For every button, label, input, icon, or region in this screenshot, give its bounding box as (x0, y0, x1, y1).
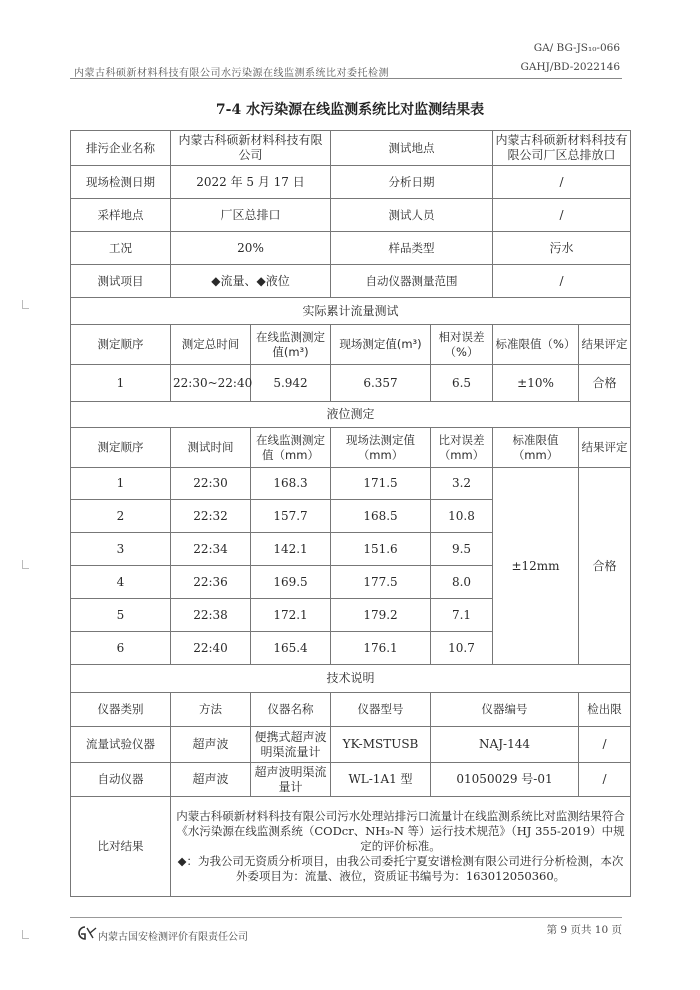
level-data-row (71, 468, 631, 500)
level-cell: 22:30 (171, 468, 251, 500)
level-header-cell: 测试时间 (171, 428, 251, 468)
flow-header-cell: 测定总时间 (171, 325, 251, 365)
page-number: 第 9 页共 10 页 (546, 924, 622, 936)
level-cell: 169.5 (251, 566, 331, 599)
tech-cell: WL-1A1 型 (331, 763, 431, 797)
flow-cell: 合格 (579, 365, 631, 402)
tech-cell: 流量试验仪器 (71, 727, 171, 763)
flow-header-cell: 标准限值（%） (493, 325, 579, 365)
level-cell: 7.1 (431, 599, 493, 632)
tech-cell: 超声波 (171, 727, 251, 763)
flow-header-cell: 相对误差（%） (431, 325, 493, 365)
condition-label: 工况 (71, 232, 171, 265)
level-cell: 22:36 (171, 566, 251, 599)
tech-section-row (71, 665, 631, 693)
sample-type-label: 样品类型 (331, 232, 493, 265)
tech-cell: 便携式超声波明渠流量计 (251, 727, 331, 763)
range-value: / (493, 265, 631, 298)
level-result-cell: 合格 (579, 468, 631, 665)
tech-cell: 超声波 (171, 763, 251, 797)
site-value: 厂区总排口 (171, 199, 331, 232)
tech-data-row (71, 763, 631, 797)
tech-header-cell: 仪器类别 (71, 693, 171, 727)
level-header-cell: 结果评定 (579, 428, 631, 468)
level-cell: 22:34 (171, 533, 251, 566)
tech-header-cell: 仪器型号 (331, 693, 431, 727)
level-cell: 6 (71, 632, 171, 665)
flow-cell: 5.942 (251, 365, 331, 402)
level-section-title: 液位测定 (71, 402, 631, 428)
report-title: 7-4 水污染源在线监测系统比对监测结果表 (215, 102, 485, 118)
analysis-date-label: 分析日期 (331, 166, 493, 199)
level-cell: 168.5 (331, 500, 431, 533)
level-cell: 8.0 (431, 566, 493, 599)
company-label: 排污企业名称 (71, 131, 171, 166)
tech-cell: 超声波明渠流量计 (251, 763, 331, 797)
range-label: 自动仪器测量范围 (331, 265, 493, 298)
flow-cell: ±10% (493, 365, 579, 402)
level-cell: 179.2 (331, 599, 431, 632)
level-cell: 172.1 (251, 599, 331, 632)
level-cell: 1 (71, 468, 171, 500)
tech-cell: 自动仪器 (71, 763, 171, 797)
tech-cell: YK-MSTUSB (331, 727, 431, 763)
sample-type-value: 污水 (493, 232, 631, 265)
conclusion-label: 比对结果 (71, 797, 171, 897)
level-cell: 151.6 (331, 533, 431, 566)
info-row-date (71, 166, 631, 199)
level-header-cell: 现场法测定值（mm） (331, 428, 431, 468)
level-cell: 142.1 (251, 533, 331, 566)
flow-data-row (71, 365, 631, 402)
level-cell: 10.7 (431, 632, 493, 665)
level-cell: 22:38 (171, 599, 251, 632)
tech-cell: / (579, 763, 631, 797)
level-header-cell: 在线监测测定值（mm） (251, 428, 331, 468)
flow-header-row (71, 325, 631, 365)
tech-cell: / (579, 727, 631, 763)
info-row-items (71, 265, 631, 298)
level-cell: 165.4 (251, 632, 331, 665)
level-limit-cell: ±12mm (493, 468, 579, 665)
tech-section-title: 技术说明 (71, 665, 631, 693)
binder-mark (22, 560, 29, 569)
condition-value: 20% (171, 232, 331, 265)
test-items-label: 测试项目 (71, 265, 171, 298)
binder-mark (22, 300, 29, 309)
level-section-row (71, 402, 631, 428)
tech-data-row (71, 727, 631, 763)
tester-label: 测试人员 (331, 199, 493, 232)
level-cell: 177.5 (331, 566, 431, 599)
level-cell: 4 (71, 566, 171, 599)
date-label: 现场检测日期 (71, 166, 171, 199)
analysis-date-value: / (493, 166, 631, 199)
doc-code-1: GA/ BG-JS₁₀-066 (533, 42, 620, 54)
doc-code-2: GAHJ/BD-2022146 (520, 61, 620, 73)
location-label: 测试地点 (331, 131, 493, 166)
info-row-company (71, 131, 631, 166)
tech-header-row (71, 693, 631, 727)
flow-cell: 6.5 (431, 365, 493, 402)
level-header-cell: 标准限值（mm） (493, 428, 579, 468)
binder-mark (22, 930, 29, 939)
tech-header-cell: 仪器编号 (431, 693, 579, 727)
flow-section-row (71, 298, 631, 325)
level-cell: 10.8 (431, 500, 493, 533)
flow-cell: 6.357 (331, 365, 431, 402)
level-cell: 157.7 (251, 500, 331, 533)
level-cell: 3.2 (431, 468, 493, 500)
tech-cell: NAJ-144 (431, 727, 579, 763)
location-value: 内蒙古科硕新材料科技有限公司厂区总排放口 (493, 131, 631, 166)
tech-cell: 01050029 号-01 (431, 763, 579, 797)
flow-header-cell: 现场测定值(m³) (331, 325, 431, 365)
results-table (70, 130, 631, 897)
tech-header-cell: 方法 (171, 693, 251, 727)
conclusion-row (71, 797, 631, 897)
flow-cell: 22:30~22:40 (171, 365, 251, 402)
header-title: 内蒙古科硕新材料科技有限公司水污染源在线监测系统比对委托检测 (74, 68, 389, 79)
site-label: 采样地点 (71, 199, 171, 232)
level-header-row (71, 428, 631, 468)
level-cell: 3 (71, 533, 171, 566)
date-value: 2022 年 5 月 17 日 (171, 166, 331, 199)
flow-cell: 1 (71, 365, 171, 402)
level-header-cell: 测定顺序 (71, 428, 171, 468)
level-cell: 176.1 (331, 632, 431, 665)
conclusion-text: 内蒙古科硕新材料科技有限公司污水处理站排污口流量计在线监测系统比对监测结果符合《水污染源在线监测系统（CODcr、NH₃-N 等）运行技术规范》（HJ 355-2019）中规定的评价标准。 (176, 809, 625, 853)
company-logo-icon (72, 925, 98, 941)
company-value: 内蒙古科硕新材料科技有限公司 (171, 131, 331, 166)
tester-value: / (493, 199, 631, 232)
info-row-condition (71, 232, 631, 265)
level-cell: 171.5 (331, 468, 431, 500)
level-cell: 22:40 (171, 632, 251, 665)
test-items-value: ◆流量、◆液位 (171, 265, 331, 298)
level-cell: 2 (71, 500, 171, 533)
flow-section-title: 实际累计流量测试 (71, 298, 631, 325)
info-row-site (71, 199, 631, 232)
level-cell: 168.3 (251, 468, 331, 500)
flow-header-cell: 在线监测测定值(m³) (251, 325, 331, 365)
flow-header-cell: 结果评定 (579, 325, 631, 365)
header-divider (70, 78, 622, 79)
level-cell: 5 (71, 599, 171, 632)
flow-header-cell: 测定顺序 (71, 325, 171, 365)
conclusion-cell (171, 797, 631, 897)
level-cell: 22:32 (171, 500, 251, 533)
tech-header-cell: 仪器名称 (251, 693, 331, 727)
level-cell: 9.5 (431, 533, 493, 566)
tech-header-cell: 检出限 (579, 693, 631, 727)
footer-company: 内蒙古国安检测评价有限责任公司 (98, 932, 248, 943)
footer-divider (70, 917, 622, 918)
conclusion-note: ◆：为我公司无资质分析项目，由我公司委托宁夏安谱检测有限公司进行分析检测，本次外委项目为：流量、液位，资质证书编号为：163012050360。 (177, 854, 624, 883)
level-header-cell: 比对误差（mm） (431, 428, 493, 468)
